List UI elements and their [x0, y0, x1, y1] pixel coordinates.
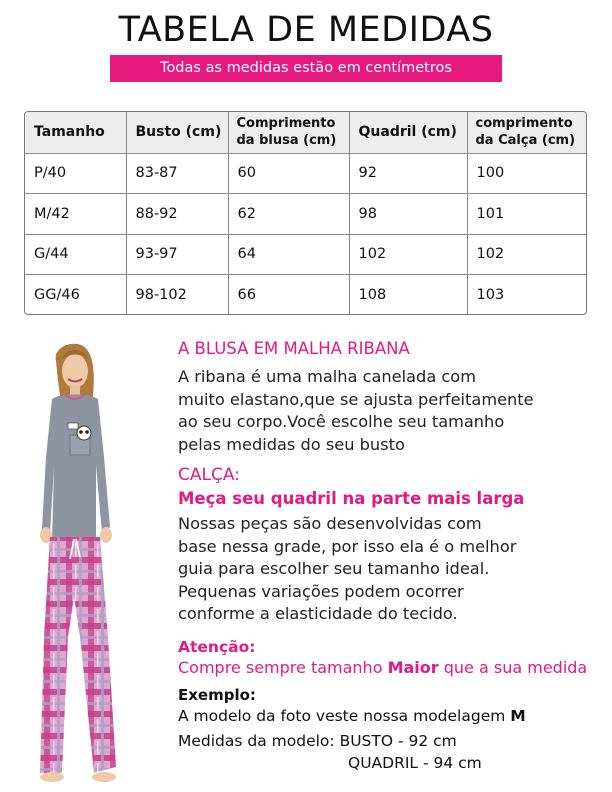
table-cell: GG/46	[25, 275, 126, 314]
blusa-line: ao seu corpo.Você escolhe seu tamanho	[178, 412, 505, 431]
table-cell: 62	[228, 194, 349, 235]
blusa-line: muito elastano,que se ajusta perfeitamente	[178, 389, 534, 409]
measure-quadril: QUADRIL - 94 cm	[348, 754, 482, 772]
table-cell: 64	[228, 234, 349, 275]
atencao-line	[178, 658, 587, 677]
header-comprimento-blusa: Comprimento da blusa (cm)	[228, 112, 349, 153]
table-cell: 102	[349, 234, 467, 275]
header-busto: Busto (cm)	[126, 112, 228, 153]
blusa-line: pelas medidas do seu busto	[178, 434, 405, 454]
header-quadril: Quadril (cm)	[349, 112, 467, 153]
calca-line: base nessa grade, por isso ela é o melhor	[178, 536, 517, 556]
table-cell: 100	[467, 153, 587, 194]
atencao-suffix: que a sua medida	[438, 658, 588, 677]
table-cell: 92	[349, 153, 467, 194]
table-cell: 102	[467, 234, 587, 275]
table-row	[25, 275, 587, 314]
blusa-description	[178, 366, 534, 456]
calca-heading: CALÇA:	[178, 465, 240, 485]
table-cell: 98-102	[126, 275, 228, 314]
calca-line: guia para escolher seu tamanho ideal.	[178, 559, 490, 578]
atencao-prefix: Compre sempre tamanho	[178, 658, 388, 677]
calca-description	[178, 513, 516, 626]
header-comprimento-calca: comprimento da Calça (cm)	[467, 112, 587, 153]
size-table	[25, 112, 587, 314]
table-cell: M/42	[25, 194, 126, 235]
model-wearing-pajamas-illustration	[22, 337, 172, 789]
table-cell: 108	[349, 275, 467, 314]
blusa-heading: A BLUSA EM MALHA RIBANA	[178, 339, 410, 358]
measures-label: Medidas da modelo:	[178, 732, 340, 750]
calca-line: Nossas peças são desenvolvidas com	[178, 514, 482, 533]
table-cell: 88-92	[126, 194, 228, 235]
table-row	[25, 234, 587, 275]
exemplo-bold: M	[510, 707, 526, 725]
model-illustration-svg	[22, 337, 172, 789]
exemplo-heading: Exemplo:	[178, 686, 256, 704]
exemplo-line	[178, 707, 526, 725]
subtitle-banner: Todas as medidas estão em centímetros	[110, 55, 502, 82]
calca-line: conforme a elasticidade do tecido.	[178, 604, 458, 623]
table-row	[25, 194, 587, 235]
measure-busto: BUSTO - 92 cm	[339, 732, 457, 750]
table-cell: 66	[228, 275, 349, 314]
header-tamanho: Tamanho	[25, 112, 126, 153]
table-cell: 98	[349, 194, 467, 235]
page-title: TABELA DE MEDIDAS	[118, 10, 494, 50]
atencao-bold: Maior	[387, 658, 439, 677]
size-table-container	[24, 111, 587, 315]
table-cell: 103	[467, 275, 587, 314]
table-cell: 101	[467, 194, 587, 235]
table-header-row	[25, 112, 587, 153]
table-cell: 93-97	[126, 234, 228, 275]
blusa-line: A ribana é uma malha canelada com	[178, 367, 476, 386]
table-row	[25, 153, 587, 194]
atencao-heading: Atenção:	[178, 638, 256, 656]
exemplo-measures	[178, 732, 457, 750]
table-cell: 83-87	[126, 153, 228, 194]
exemplo-prefix: A modelo da foto veste nossa modelagem	[178, 707, 511, 725]
table-cell: P/40	[25, 153, 126, 194]
calca-subheading: Meça seu quadril na parte mais larga	[178, 489, 525, 508]
calca-line: Pequenas variações podem ocorrer	[178, 581, 464, 601]
table-cell: 60	[228, 153, 349, 194]
table-cell: G/44	[25, 234, 126, 275]
